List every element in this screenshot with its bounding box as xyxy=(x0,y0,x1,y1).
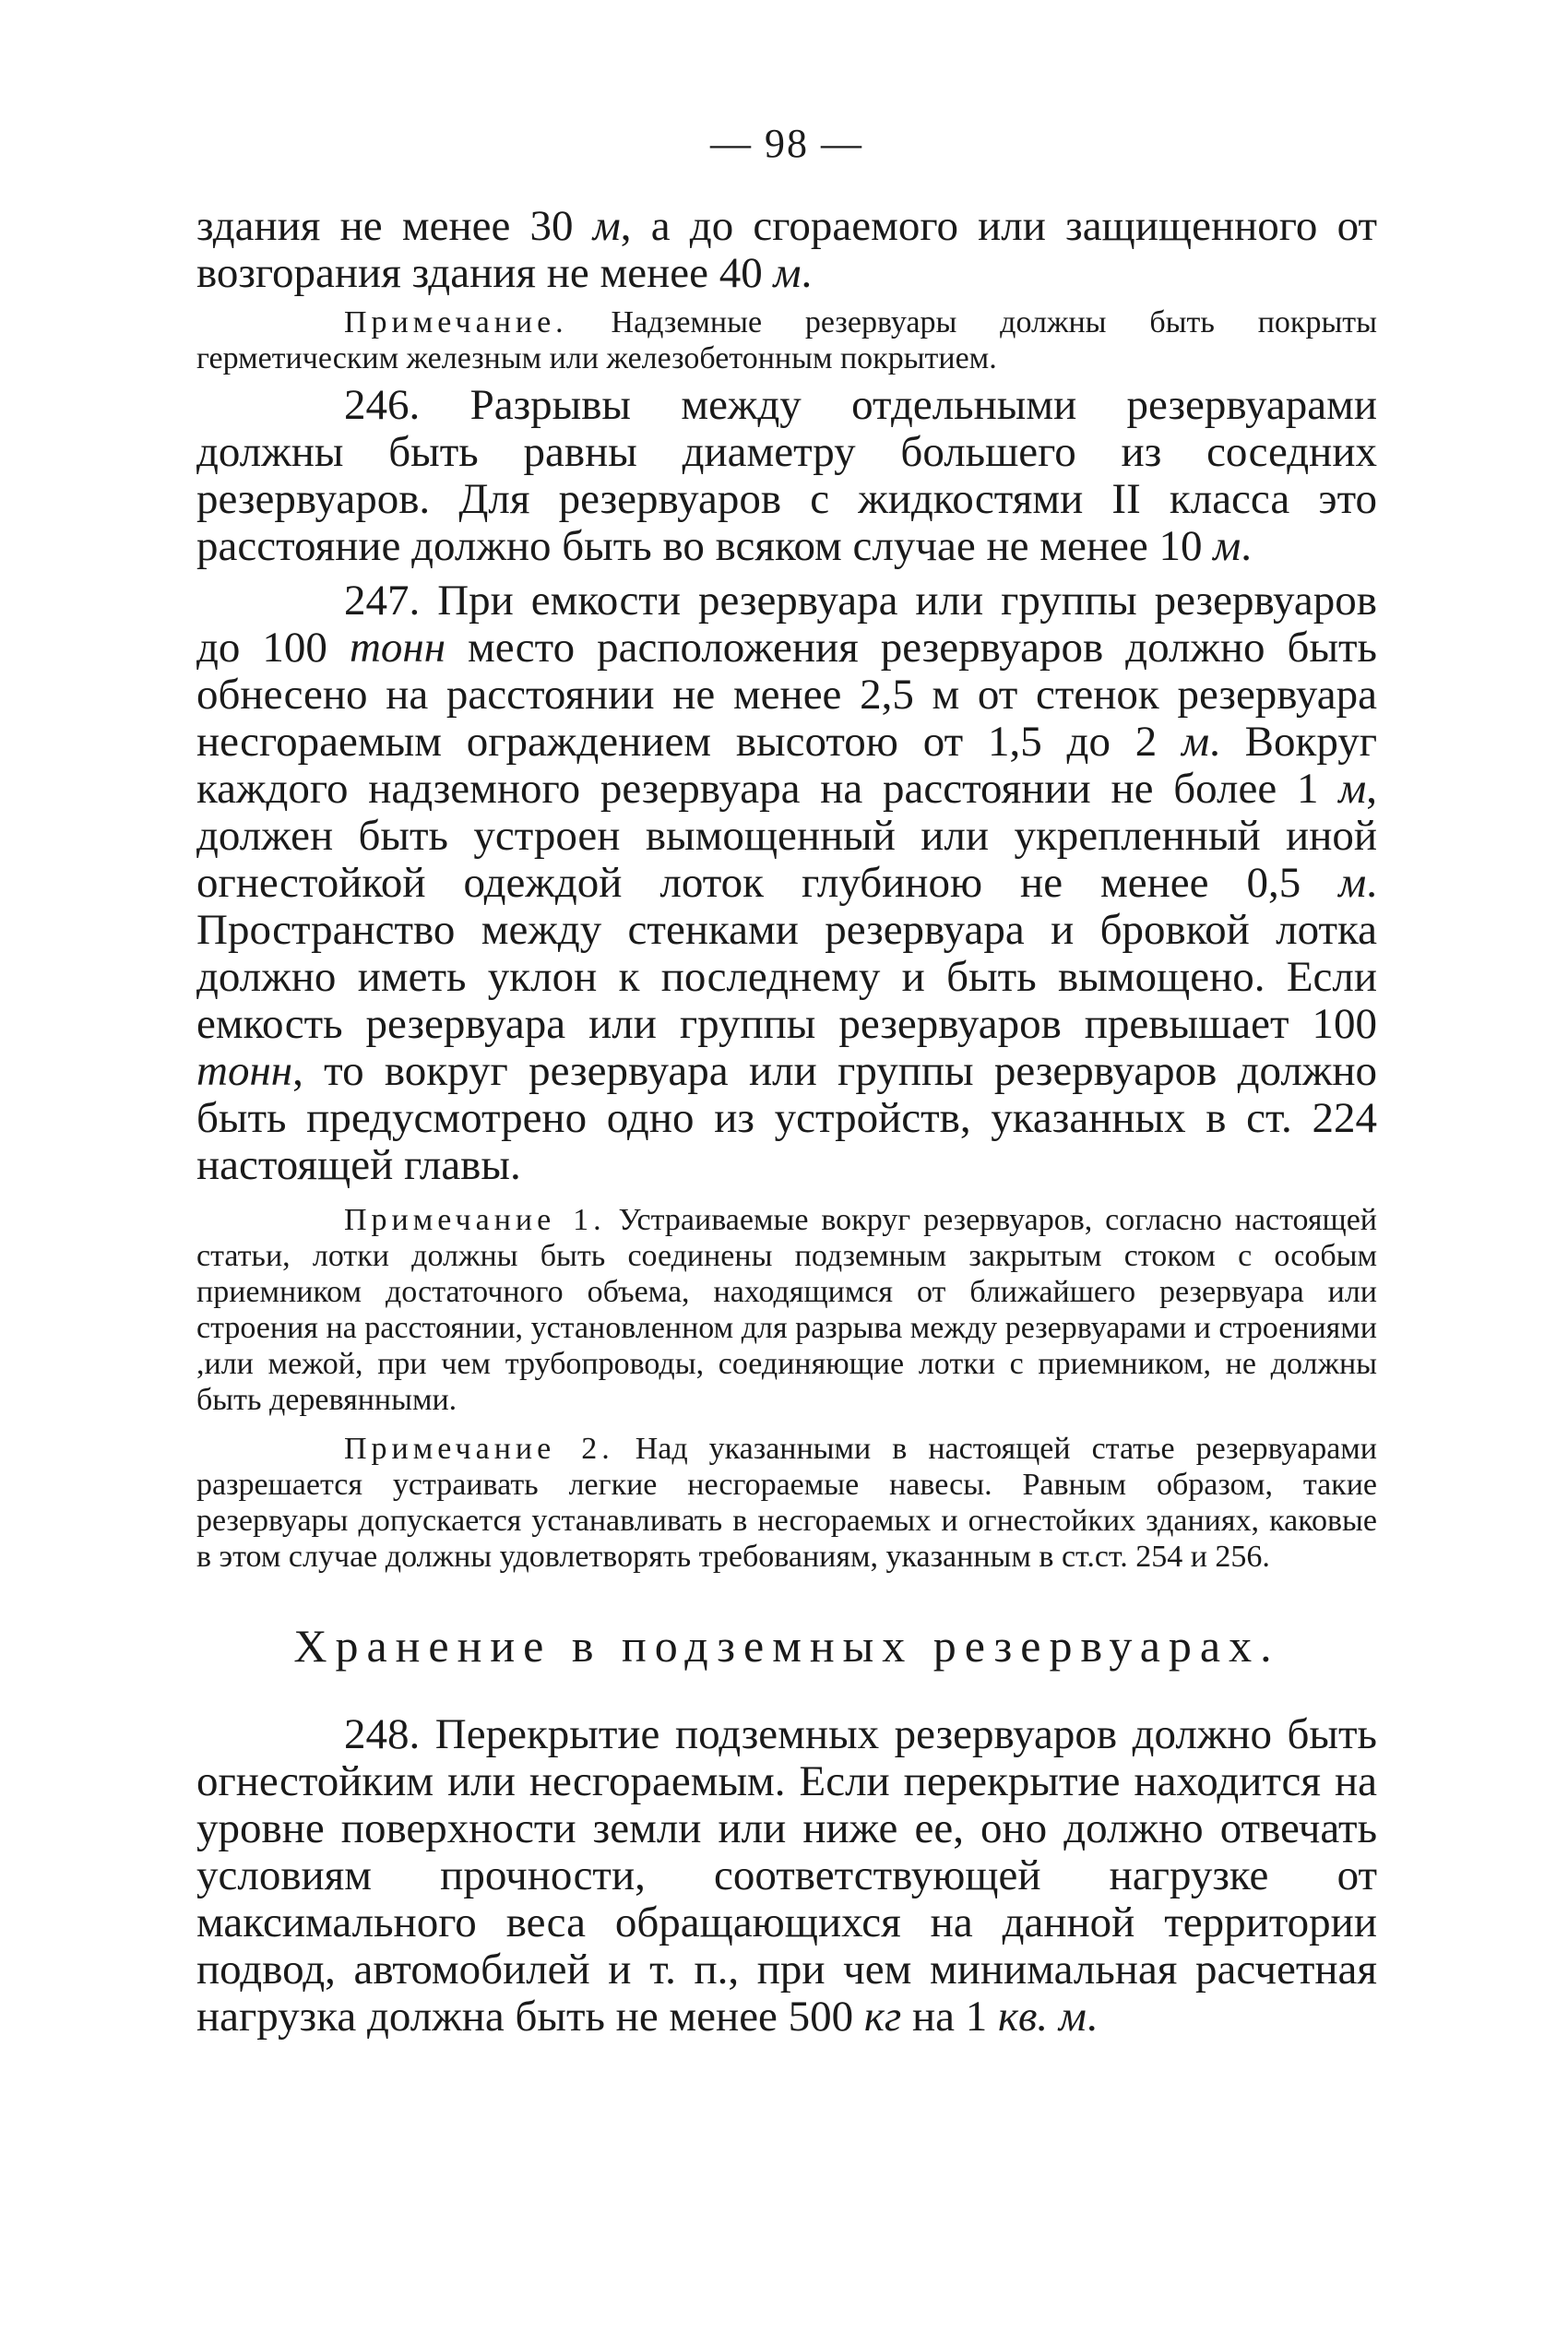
note-text: Надземные резервуары должны быть покрыты герметическим железным или железобетонным покрытием. xyxy=(196,305,1377,375)
note-label: Примечание 1. xyxy=(344,1203,606,1237)
text-run: 248. Перекрытие подземных резервуаров должно быть огнестойким или несгораемым. Если перекрытие находится на уровне поверхности земли или ниже ее, оно должно отвечать условиям прочности, соответствующей нагрузке от максимального веса обращающихся на данной территории подвод, автомобилей и т. п., при чем минимальная расчетная нагрузка должна быть не менее 500 xyxy=(196,1710,1377,2041)
note-1 xyxy=(196,1202,1377,1418)
text-run: . Вокруг каждого надземного резервуара на расстоянии не более 1 xyxy=(196,718,1378,813)
unit: кв. м xyxy=(998,1993,1087,2041)
unit: м xyxy=(592,202,621,250)
text-run: . xyxy=(801,249,813,297)
unit: м xyxy=(1182,718,1210,766)
unit: м xyxy=(1338,859,1367,907)
text-run: . xyxy=(1241,522,1252,570)
note-text: Устраиваемые вокруг резервуаров, согласно настоящей статьи, лотки должны быть соединены подземным закрытым стоком с особым приемником достаточного объема, находящимся от ближайшего резервуара или строения на расстоянии, установленном для разрыва между резервуарами и строениями ,или межой, при чем трубопроводы, соединяющие лотки с приемником, не должны быть деревянными. xyxy=(196,1203,1377,1417)
text-run: , должен быть устроен вымощенный или укрепленный иной огнестойкой одеждой лоток глубиною не менее 0,5 xyxy=(196,765,1377,907)
text-run: 247. При емкости резервуара или группы резервуаров до 100 xyxy=(196,577,1377,672)
text-run: 246. Разрывы между отдельными резервуарами должны быть равны диаметру большего из соседних резервуаров. Для резервуаров с жидкостями II класса это расстояние должно быть во всяком случае не менее 10 xyxy=(196,381,1377,570)
article-246 xyxy=(196,382,1377,570)
note-2 xyxy=(196,1431,1377,1575)
text-run: , то вокруг резервуара или группы резервуаров должно быть предусмотрено одно из устройств, указанных в ст. 224 настоящей главы. xyxy=(196,1047,1377,1189)
page-number: — 98 — xyxy=(710,121,863,166)
unit: м xyxy=(1213,522,1241,570)
section-title: Хранение в подземных резервуарах. xyxy=(293,1620,1280,1672)
document-page xyxy=(196,120,1377,2041)
article-247 xyxy=(196,577,1377,1189)
note-text: Над указанными в настоящей статье резервуарами разрешается устраивать легкие несгораемые навесы. Равным образом, такие резервуары допускается устанавливать в несгораемых и огнестойких зданиях, каковые в этом случае должны удовлетворять требованиям, указанным в ст.ст. 254 и 256. xyxy=(196,1432,1377,1574)
note-0 xyxy=(196,304,1377,376)
text-run: место расположения резервуаров должно быть обнесено на расстоянии не менее 2,5 м от стенок резервуара несгораемым ограждением высотою от 1,5 до 2 xyxy=(196,624,1377,766)
paragraph-continuation xyxy=(196,203,1377,297)
text-run: , а до сгораемого или защищенного от возгорания здания не менее 40 xyxy=(196,202,1377,297)
note-label: Примечание 2. xyxy=(344,1432,614,1466)
article-248 xyxy=(196,1711,1377,2041)
text-run: . xyxy=(1086,1993,1098,2041)
unit: м xyxy=(773,249,802,297)
unit: м xyxy=(1338,765,1367,813)
unit: тонн xyxy=(349,624,446,672)
unit: кг xyxy=(863,1993,902,2041)
text-run: . Пространство между стенками резервуара и бровкой лотка должно иметь уклон к последнему и быть вымощено. Если емкость резервуара или группы резервуаров превышает 100 xyxy=(196,859,1377,1048)
text-run: здания не менее 30 xyxy=(196,202,593,250)
text-run: на 1 xyxy=(901,1993,999,2041)
unit: тонн xyxy=(196,1047,293,1095)
note-label: Примечание. xyxy=(344,305,568,339)
